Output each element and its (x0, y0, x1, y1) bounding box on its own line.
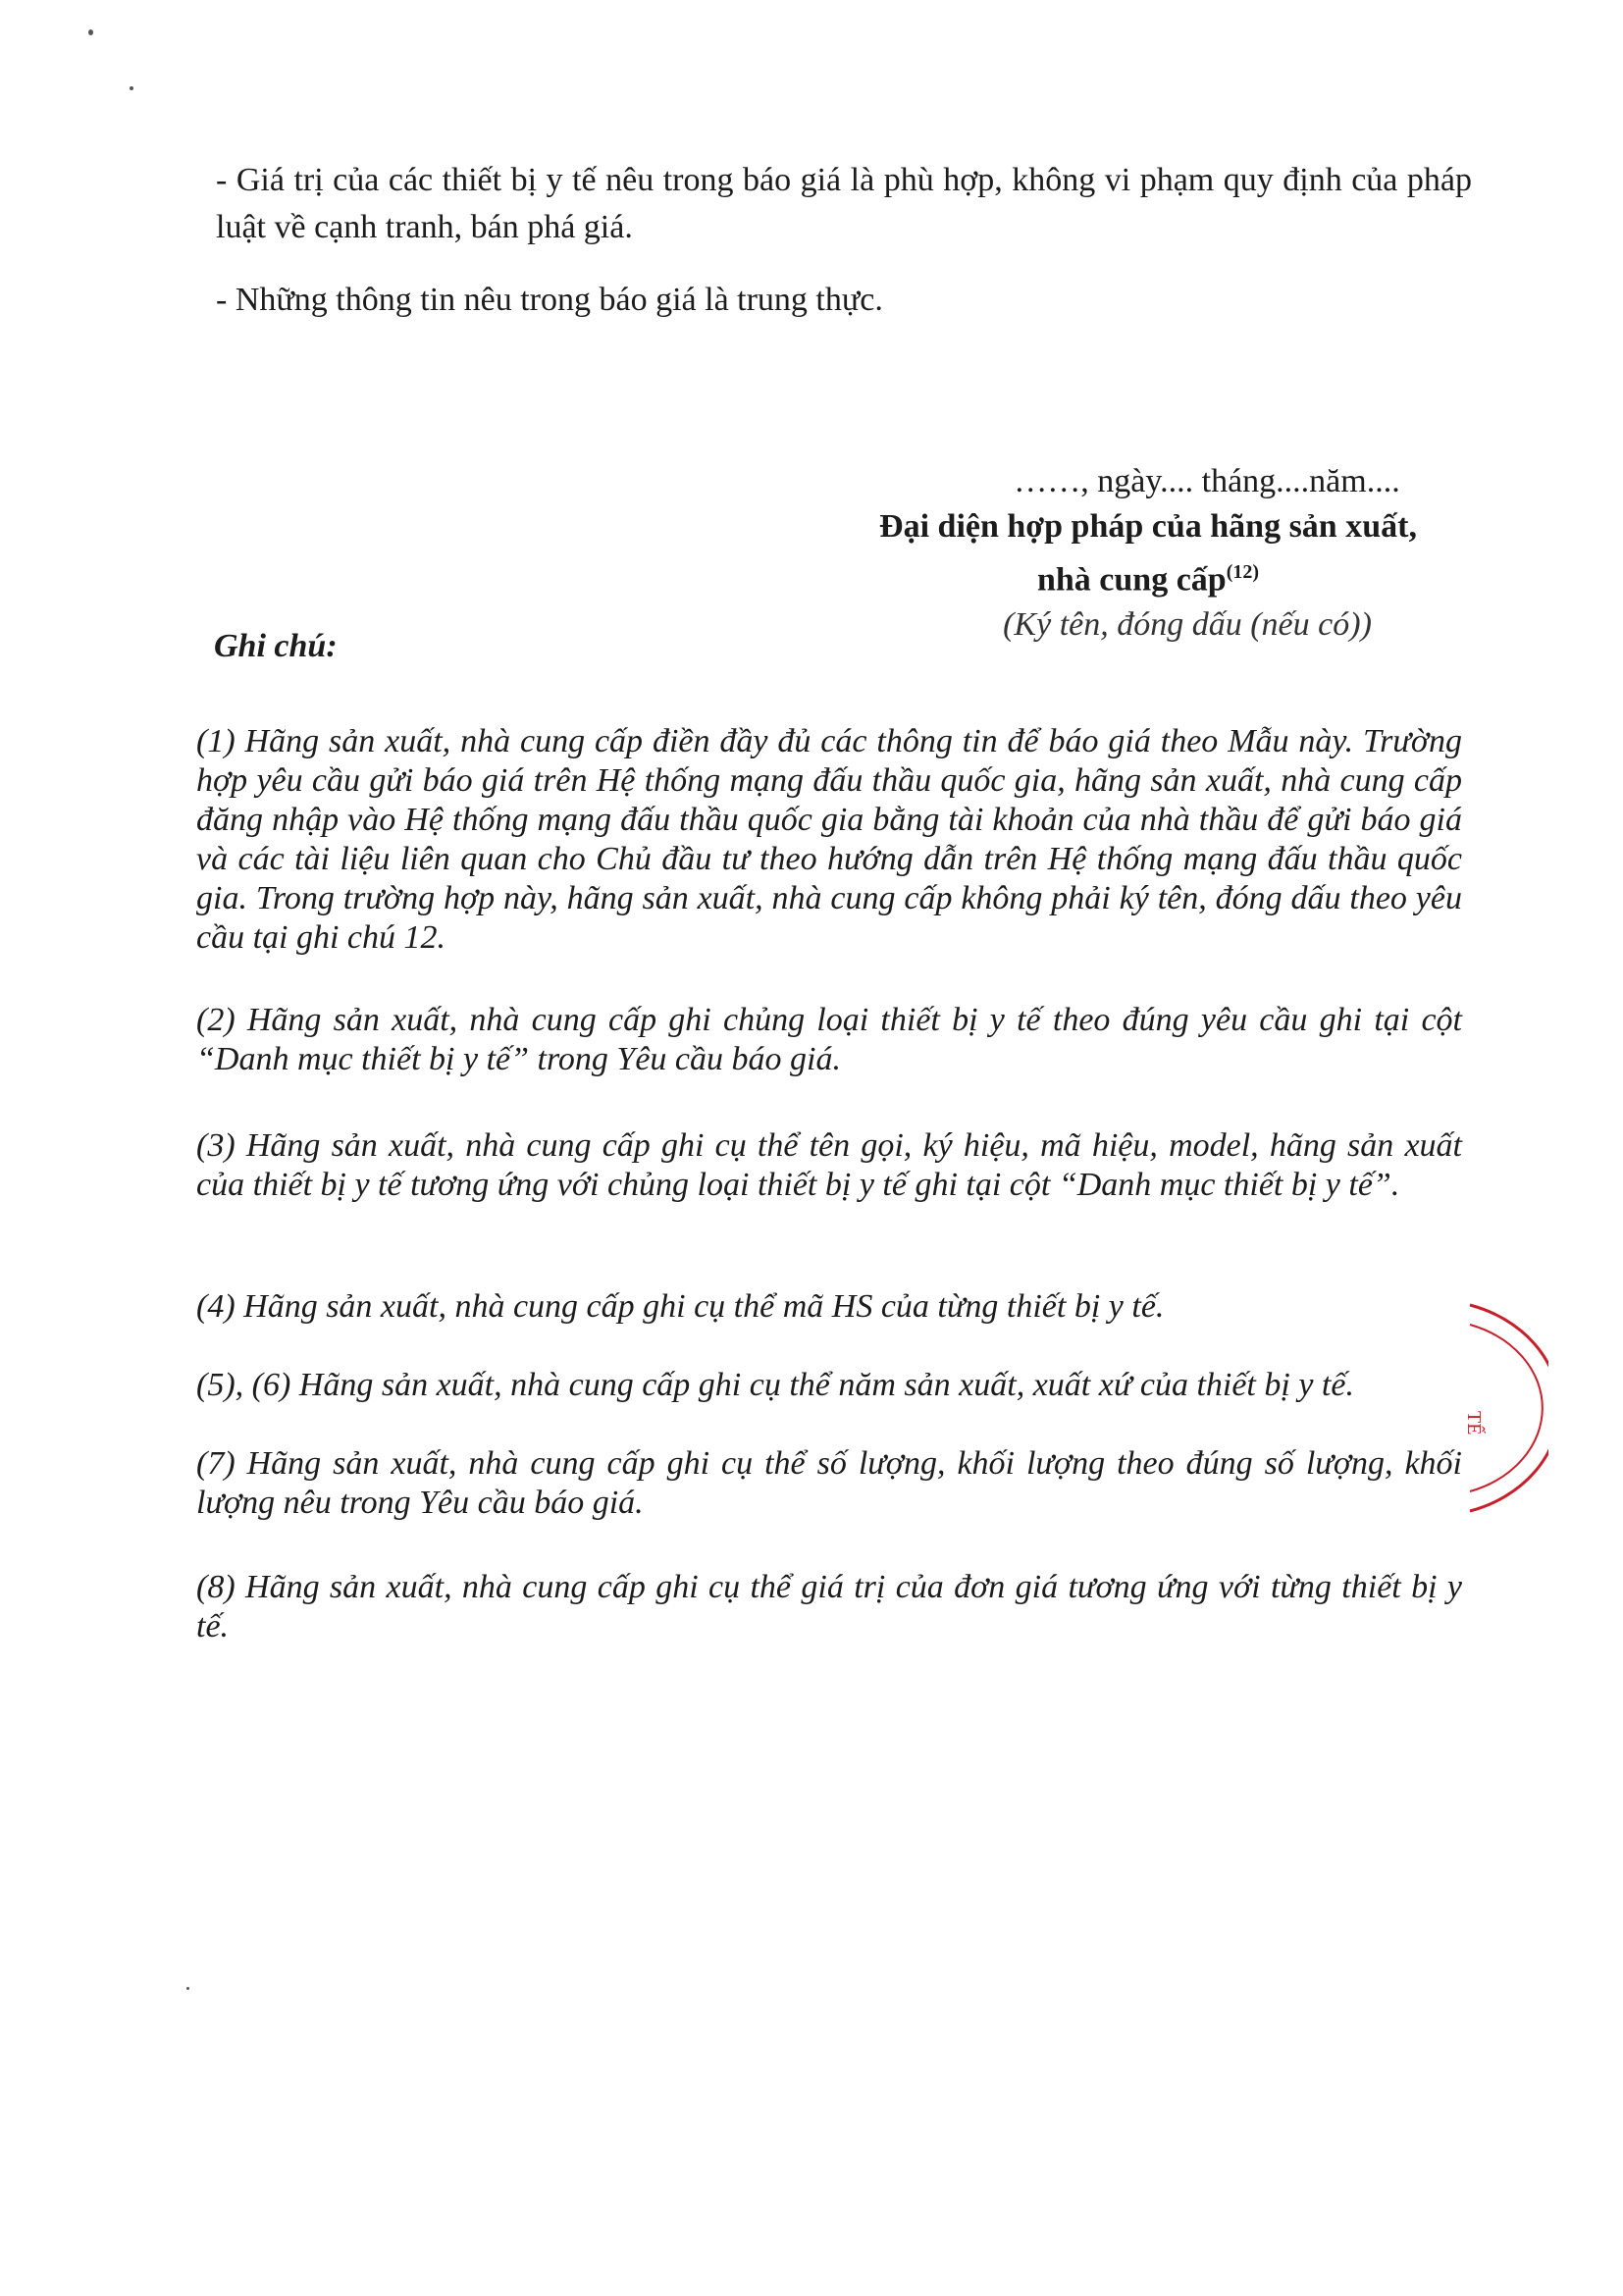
notes-heading: Ghi chú: (214, 628, 338, 664)
red-seal-fragment (1450, 1295, 1548, 1521)
signature-title-line2: nhà cung cấp (1036, 561, 1227, 599)
note-item: (7) Hãng sản xuất, nhà cung cấp ghi cụ thể số lượng, khối lượng theo đúng số lượng, khối lượng nêu trong Yêu cầu báo giá. (196, 1445, 1462, 1521)
scan-speck (186, 1987, 189, 1990)
statement-price-compliance: - Giá trị của các thiết bị y tế nêu trong báo giá là phù hợp, không vi phạm quy định của pháp luật về cạnh tranh, bán phá giá. (216, 162, 1472, 245)
signature-block (805, 459, 1492, 648)
note-item: (2) Hãng sản xuất, nhà cung cấp ghi chủng loại thiết bị y tế theo đúng yêu cầu ghi tại cột “Danh mục thiết bị y tế” trong Yêu cầu báo giá. (196, 1002, 1462, 1077)
note-item: (1) Hãng sản xuất, nhà cung cấp điền đầy đủ các thông tin để báo giá theo Mẫu này. Trường hợp yêu cầu gửi báo giá trên Hệ thống mạng đấu thầu quốc gia, hãng sản xuất, nhà cung cấp đăng nhập vào Hệ thống mạng đấu thầu quốc gia bằng tài khoản của nhà thầu để gửi báo giá và các tài liệu liên quan cho Chủ đầu tư theo hướng dẫn trên Hệ thống mạng đấu thầu quốc gia. Trong trường hợp này, hãng sản xuất, nhà cung cấp không phải ký tên, đóng dấu theo yêu cầu tại ghi chú 12. (196, 723, 1462, 956)
statement-truthful-info: - Những thông tin nêu trong báo giá là trung thực. (216, 282, 883, 318)
seal-text: TẾ (1463, 1411, 1485, 1435)
scan-speck (88, 29, 93, 35)
note-item: (8) Hãng sản xuất, nhà cung cấp ghi cụ thể giá trị của đơn giá tương ứng với từng thiết bị y tế. (196, 1569, 1462, 1644)
signature-instruction: (Ký tên, đóng dấu (nếu có)) (1003, 606, 1372, 644)
note-item: (5), (6) Hãng sản xuất, nhà cung cấp ghi cụ thể năm sản xuất, xuất xứ của thiết bị y tế. (196, 1367, 1354, 1403)
signature-title (805, 504, 1492, 602)
signature-date-line: ……, ngày.... tháng....năm.... (1014, 463, 1400, 499)
note-item: (4) Hãng sản xuất, nhà cung cấp ghi cụ thể mã HS của từng thiết bị y tế. (196, 1288, 1165, 1325)
footnote-marker: (12) (1226, 561, 1260, 583)
signature-title-line1: Đại diện hợp pháp của hãng sản xuất, (879, 508, 1417, 545)
note-item: (3) Hãng sản xuất, nhà cung cấp ghi cụ thể tên gọi, ký hiệu, mã hiệu, model, hãng sản xuất của thiết bị y tế tương ứng với chủng loại thiết bị y tế ghi tại cột “Danh mục thiết bị y tế”. (196, 1127, 1462, 1203)
scan-speck (130, 86, 133, 90)
